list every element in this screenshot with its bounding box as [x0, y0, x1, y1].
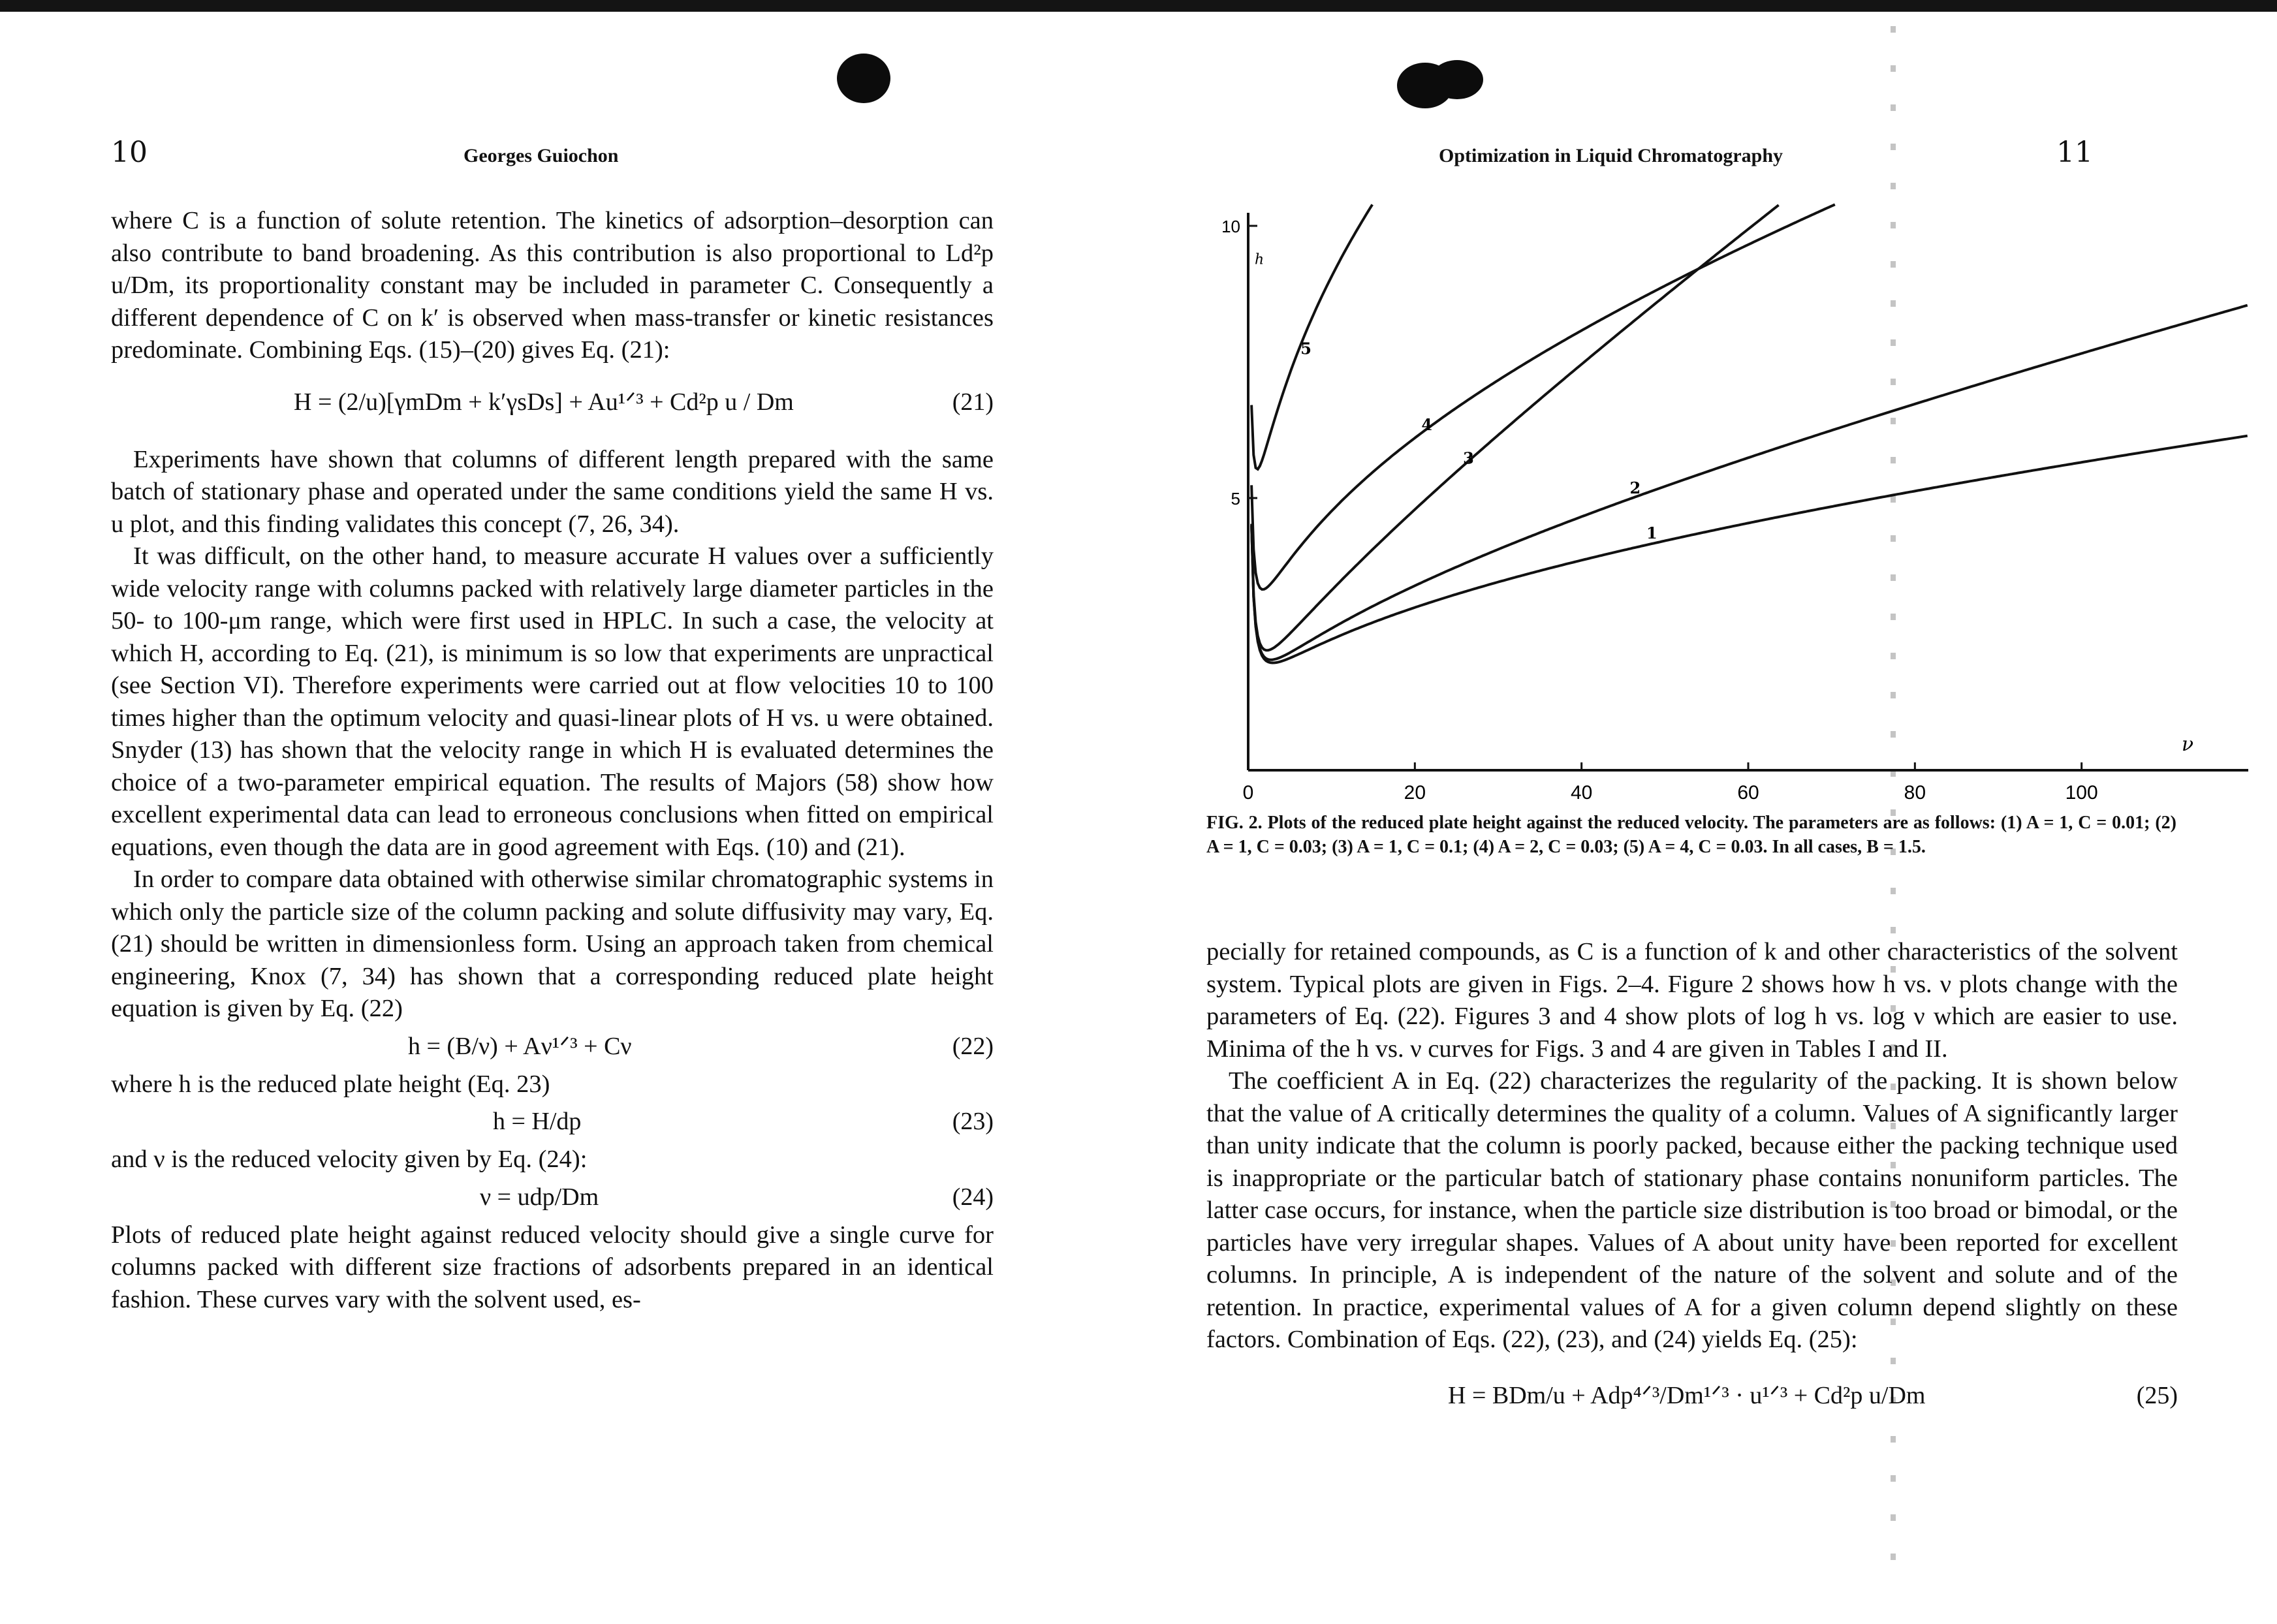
equation-25: [1206, 1356, 2178, 1433]
y-tick-label: 10: [1221, 217, 1240, 236]
left-body: [111, 205, 994, 1316]
equation-number: (23): [952, 1108, 994, 1135]
y-tick-label: 5: [1231, 489, 1240, 508]
curve-label: 2: [1629, 478, 1641, 497]
paragraph: and ν is the reduced velocity given by Eq. (24):: [111, 1146, 588, 1173]
curve-label: 1: [1646, 523, 1657, 543]
paragraph: where C is a function of solute retention. The kinetics of adsorption–desorption can also contribute to band broadening. As this contribution is also proportional to Ld²p u/Dm, its proportionality constant may be included in parameter C. Consequently a different dependence of C on k′ is observed when mass-transfer or kinetic resistances predominate. Combining Eqs. (15)–(20) gives Eq. (21):: [111, 207, 994, 364]
paragraph: Plots of reduced plate height against reduced velocity should give a single curve for columns packed with different size fractions of adsorbents prepared in an identical fashion. These curves vary with the solvent used, es-: [111, 1221, 994, 1313]
paragraph: Experiments have shown that columns of different length prepared with the same batch of stationary phase and operated under the same conditions yield the same H vs. u plot, and this finding validates this concept (7, 26, 34).: [111, 445, 994, 538]
x-tick-label: 20: [1404, 782, 1426, 804]
paragraph: It was difficult, on the other hand, to measure accurate H values over a sufficiently wide velocity range with columns packed with relatively large diameter particles in the 50- to 100-μm range, which were first used in HPLC. In such a case, the velocity at which H, according to Eq. (21), is minimum is so low that experiments are unpractical (see Section VI). Therefore experiments were carried out at flow velocities 10 to 100 times higher than the optimum velocity and quasi-linear plots of H vs. u were obtained. Snyder (13) has shown that the velocity range in which H is evaluated determines the choice of a two-parameter empirical equation. The results of Majors (58) show how excellent experimental data can lead to erroneous conclusions when fitted on empirical equations, even though the data are in good agreement with Eqs. (10) and (21).: [111, 542, 994, 861]
right-page: [1138, 0, 2277, 1624]
equation-number: (21): [952, 388, 994, 416]
equation-number: (22): [952, 1032, 994, 1060]
y-axis-label: h: [1255, 251, 1264, 268]
equation-22: [111, 1025, 994, 1069]
equation-text: h = (B/ν) + Aν¹ᐟ³ + Cν: [408, 1032, 632, 1060]
equation-text: h = H/dp: [493, 1108, 582, 1135]
x-tick-label: 0: [1242, 782, 1254, 804]
equation-text: H = BDm/u + Adp⁴ᐟ³/Dm¹ᐟ³ · u¹ᐟ³ + Cd²p u/Dm: [1448, 1381, 1926, 1409]
paragraph: The coefficient A in Eq. (22) characterizes the regularity of the packing. It is shown below that the value of A critically determines the quality of a column. Values of A significantly larger than unity indicate that the column is poorly packed, because either the packing technique used is inappropriate or the particular batch of stationary phase contains nonuniform particles. The latter case occurs, for instance, when the particle size distribution is too broad or bimodal, or the particles have very irregular shapes. Values of A about unity have been reported for excellent columns. In principle, A is independent of the nature of the solvent and solute and of the retention. In practice, experimental values of A for a given column depend slightly on these factors. Combination of Eqs. (22), (23), and (24) yields Eq. (25):: [1206, 1067, 2178, 1353]
equation-23: [111, 1101, 994, 1144]
figure-caption: [1206, 811, 2176, 859]
equation-24: [111, 1176, 994, 1219]
equation-number: (24): [952, 1183, 994, 1211]
equation-number: (25): [2136, 1381, 2178, 1409]
x-tick-label: 100: [2065, 782, 2098, 804]
equation-text: ν = udp/Dm: [480, 1183, 599, 1211]
caption-text: Plots of the reduced plate height against the reduced velocity. The parameters are as follows: (1) A = 1, C = 0.01; (2) A = 1, C = 0.03; (3) A = 1, C = 0.1; (4) A = 2, C = 0.03; (5) A = 4, C = 0.03. In all cases, B = 1.5.: [1206, 813, 2177, 857]
equation-text: H = (2/u)[γmDm + k′γsDs] + Au¹ᐟ³ + Cd²p u / Dm: [294, 388, 794, 416]
left-page: [0, 0, 1138, 1624]
x-axis-label: ν: [2181, 733, 2194, 756]
paragraph: pecially for retained compounds, as C is a function of k and other characteristics of the solvent system. Typical plots are given in Figs. 2–4. Figure 2 shows how h vs. ν plots change with the parameters of Eq. (22). Figures 3 and 4 show plots of log h vs. log ν which are easier to use. Minima of the h vs. ν curves for Figs. 3 and 4 are given in Tables I and II.: [1206, 938, 2178, 1063]
x-tick-label: 80: [1904, 782, 1926, 804]
curve-label: 3: [1463, 448, 1474, 468]
paragraph: In order to compare data obtained with otherwise similar chromatographic systems in which only the particle size of the column packing and solute diffusivity may vary, Eq. (21) should be written in dimensionless form. Using an approach taken from chemical engineering, Knox (7, 34) has shown that a corresponding reduced plate height equation is given by Eq. (22): [111, 866, 994, 1022]
paragraph: where h is the reduced plate height (Eq. 23): [111, 1070, 550, 1098]
right-body: [1206, 936, 2178, 1433]
curve-1: [1251, 436, 2248, 663]
equation-21: [111, 367, 994, 444]
curve-3: [1251, 205, 1779, 650]
curve-label: 4: [1421, 414, 1433, 434]
figure-2-chart: [1138, 0, 2277, 816]
running-head: Georges Guiochon: [463, 145, 619, 166]
x-tick-label: 40: [1570, 782, 1593, 804]
page-number: 11: [2056, 136, 2093, 169]
x-tick-label: 60: [1737, 782, 1759, 804]
curve-2: [1251, 305, 2248, 660]
caption-label: FIG. 2.: [1206, 813, 1263, 833]
running-head: Optimization in Liquid Chromatography: [1439, 145, 1783, 166]
curve-label: 5: [1300, 339, 1311, 358]
curve-5: [1251, 204, 1372, 469]
page-number: 10: [111, 136, 148, 169]
